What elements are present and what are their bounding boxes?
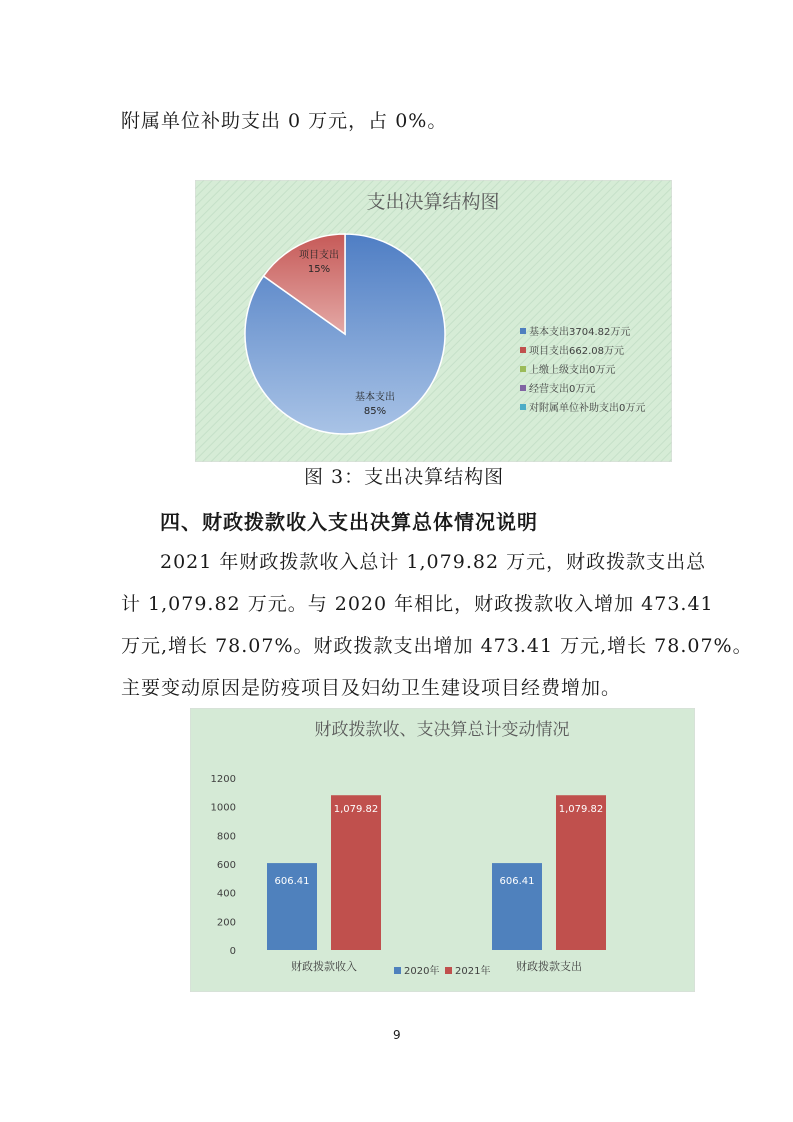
x-category-label-0: 财政拨款收入 <box>291 960 357 973</box>
bar-value-label-0-0: 606.41 <box>274 876 310 888</box>
body-line-4: 主要变动原因是防疫项目及妇幼卫生建设项目经费增加。 <box>121 677 622 699</box>
bar-chart-title: 财政拨款收、支决算总计变动情况 <box>314 720 570 740</box>
body-line-3: 万元,增长 78.07%。财政拨款支出增加 473.41 万元,增长 78.07%。 <box>121 635 753 657</box>
bar-1-0 <box>331 795 381 950</box>
y-tick-label-6: 1200 <box>210 774 236 785</box>
pie-chart-svg <box>195 180 672 462</box>
pie-slices <box>245 234 445 434</box>
pie-label-project-name: 项目支出 <box>299 250 339 261</box>
bar-legend-label-2021: 2021年 <box>455 966 491 977</box>
pie-chart-title: 支出决算结构图 <box>366 191 500 213</box>
pie-label-basic-pct: 85% <box>363 406 387 417</box>
bar-chart-svg <box>190 708 695 992</box>
y-tick-label-4: 800 <box>216 831 236 843</box>
paragraph-top: 附属单位补助支出 0 万元，占 0%。 <box>121 110 448 132</box>
bar-legend-swatch-2021 <box>445 967 452 974</box>
y-tick-label-2: 400 <box>216 888 236 900</box>
legend-label-0: 基本支出3704.82万元 <box>529 327 631 338</box>
legend-label-2: 上缴上级支出0万元 <box>529 365 616 376</box>
legend-swatch-3 <box>520 385 526 391</box>
y-tick-label-1: 200 <box>216 917 236 929</box>
section-heading: 四、财政拨款收入支出决算总体情况说明 <box>160 510 538 534</box>
page-number: 9 <box>393 1028 401 1042</box>
bar-chart-background <box>190 708 695 992</box>
bar-chart <box>190 708 695 992</box>
legend-swatch-1 <box>520 347 526 353</box>
legend-swatch-2 <box>520 366 526 372</box>
legend-label-4: 对附属单位补助支出0万元 <box>529 403 646 414</box>
bar-legend-label-2020: 2020年 <box>404 966 440 977</box>
bar-value-label-1-1: 1,079.82 <box>558 804 604 816</box>
legend-label-1: 项目支出662.08万元 <box>529 346 624 357</box>
legend-swatch-4 <box>520 404 526 410</box>
bar-value-label-1-0: 1,079.82 <box>333 804 379 816</box>
y-tick-label-5: 1000 <box>210 802 236 814</box>
legend-swatch-0 <box>520 328 526 334</box>
figure-caption-3: 图 3：支出决算结构图 <box>304 466 505 488</box>
pie-label-project-pct: 15% <box>307 264 331 275</box>
y-tick-label-0: 0 <box>229 946 236 957</box>
y-tick-label-3: 600 <box>216 860 236 871</box>
bar-value-label-0-1: 606.41 <box>499 876 535 888</box>
pie-label-basic-name: 基本支出 <box>355 392 395 403</box>
bar-legend-swatch-2020 <box>394 967 401 974</box>
bar-1-1 <box>556 795 606 950</box>
body-line-2: 计 1,079.82 万元。与 2020 年相比，财政拨款收入增加 473.41 <box>121 593 714 615</box>
pie-chart <box>195 180 672 462</box>
body-line-1: 2021 年财政拨款收入总计 1,079.82 万元，财政拨款支出总 <box>160 551 707 573</box>
x-category-label-1: 财政拨款支出 <box>516 960 582 973</box>
legend-label-3: 经营支出0万元 <box>529 384 596 395</box>
